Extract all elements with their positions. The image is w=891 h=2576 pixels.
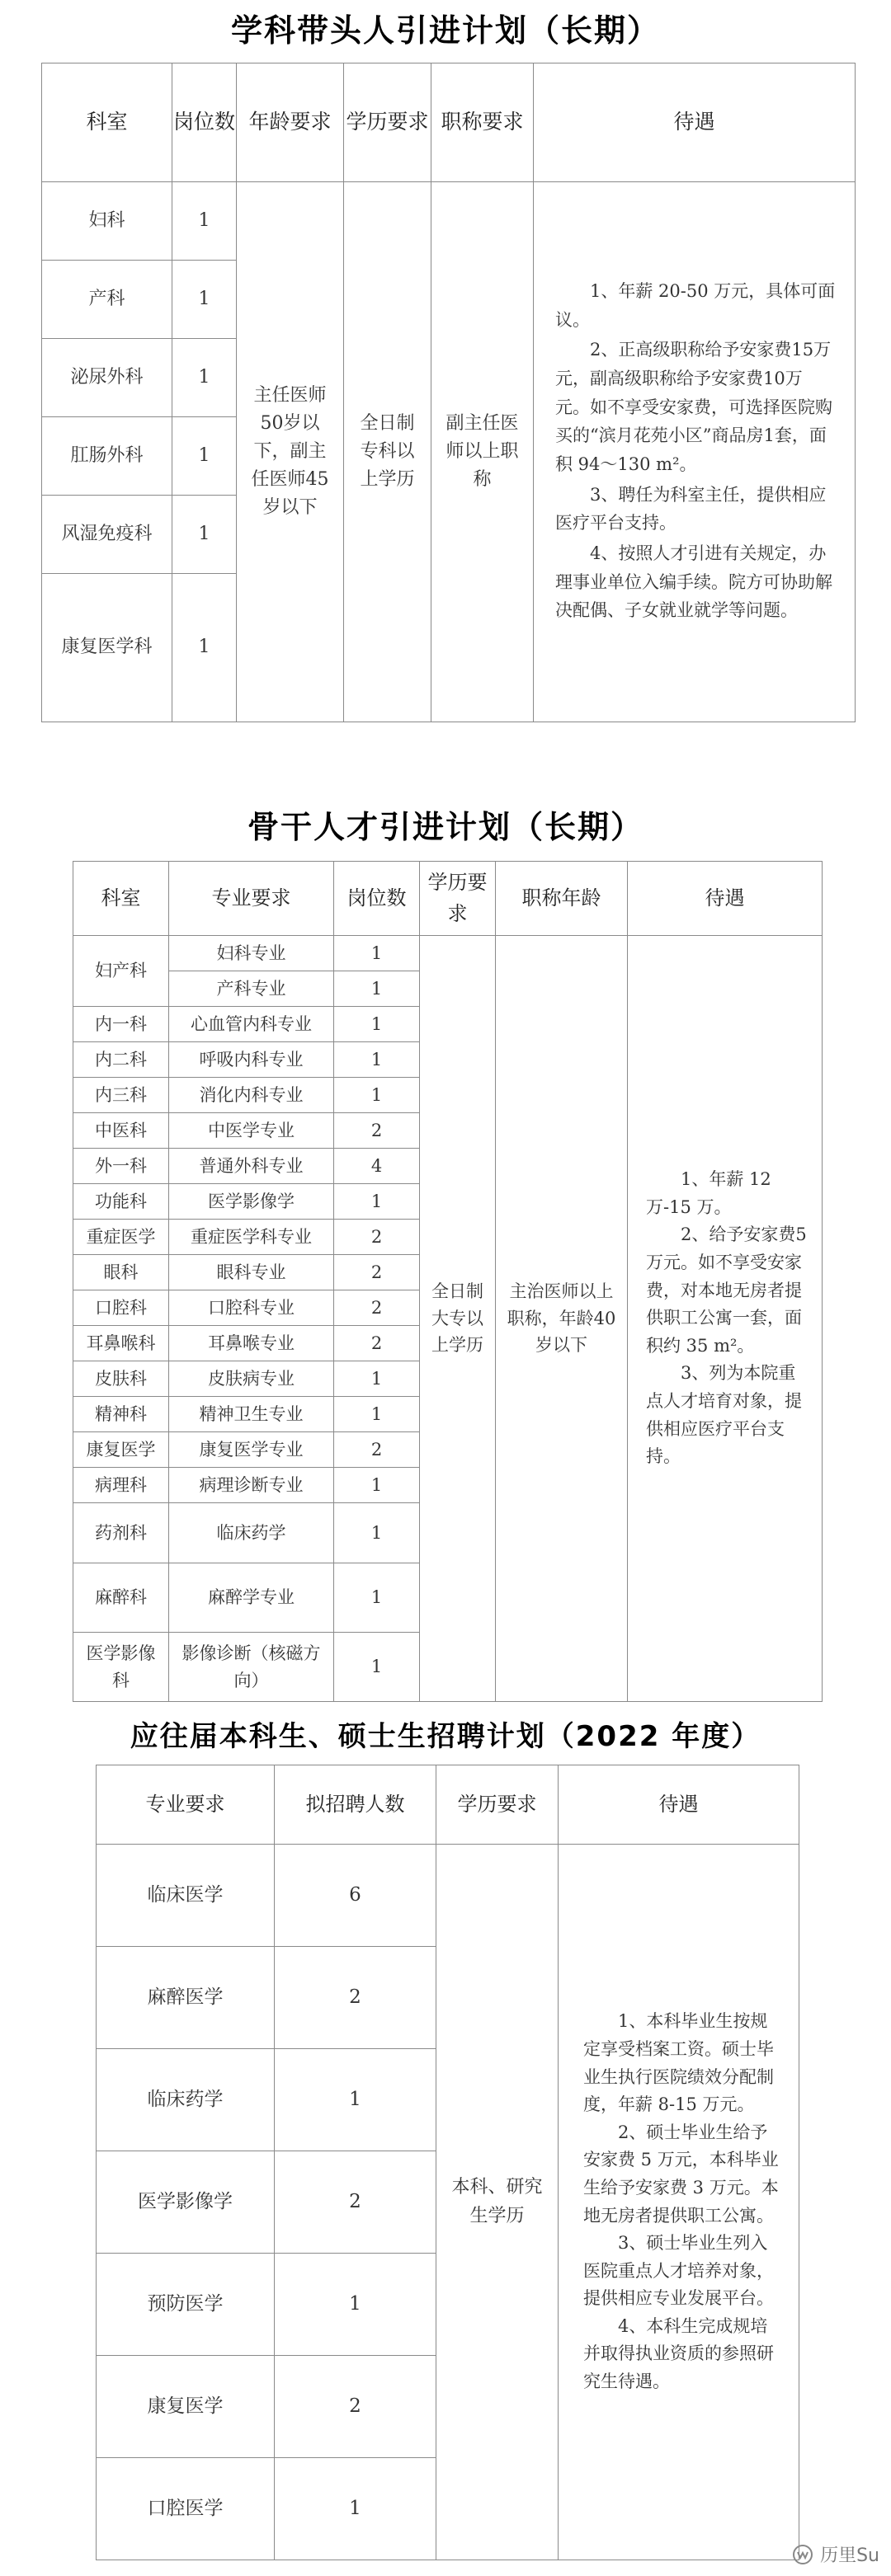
major-cell: 影像诊断（核磁方向） — [169, 1633, 334, 1702]
title-requirement: 副主任医师以上职称 — [431, 182, 534, 722]
header-edu: 学历要求 — [420, 862, 496, 936]
dept-cell: 泌尿外科 — [42, 339, 172, 417]
dept-cell: 眼科 — [73, 1255, 169, 1290]
table-row — [97, 1845, 799, 1947]
count-cell: 1 — [334, 1361, 420, 1397]
table-header-row — [97, 1765, 799, 1845]
dept-cell: 内三科 — [73, 1078, 169, 1113]
edu-requirement: 全日制专科以上学历 — [344, 182, 431, 722]
dept-cell: 重症医学 — [73, 1220, 169, 1255]
benefit-item: 3、聘任为科室主任，提供相应医疗平台支持。 — [555, 484, 827, 534]
major-cell: 麻醉学专业 — [169, 1563, 334, 1633]
major-cell: 产科专业 — [169, 971, 334, 1007]
count-cell: 4 — [334, 1149, 420, 1184]
dept-cell: 精神科 — [73, 1397, 169, 1432]
major-cell: 普通外科专业 — [169, 1149, 334, 1184]
edu-requirement: 全日制大专以上学历 — [420, 936, 496, 1702]
count-cell: 1 — [334, 1397, 420, 1432]
major-cell: 皮肤病专业 — [169, 1361, 334, 1397]
header-title-age: 职称年龄 — [496, 862, 628, 936]
major-cell: 临床医学 — [97, 1845, 275, 1947]
dept-cell: 药剂科 — [73, 1503, 169, 1563]
count-cell: 1 — [334, 1468, 420, 1503]
header-count: 岗位数 — [334, 862, 420, 936]
header-age: 年龄要求 — [237, 63, 344, 182]
dept-cell: 肛肠外科 — [42, 417, 172, 496]
major-cell: 消化内科专业 — [169, 1078, 334, 1113]
dept-cell: 病理科 — [73, 1468, 169, 1503]
age-requirement: 主任医师50岁以下，副主任医师45岁以下 — [237, 182, 344, 722]
benefit-item: 1、本科毕业生按规定享受档案工资。硕士毕业生执行医院绩效分配制度，年薪 8-15 万元。 — [583, 2011, 774, 2115]
count-cell: 1 — [334, 936, 420, 971]
major-cell: 预防医学 — [97, 2254, 275, 2356]
dept-cell: 妇产科 — [73, 936, 169, 1007]
dept-cell: 中医科 — [73, 1113, 169, 1149]
key-talent-table — [73, 861, 823, 1702]
count-cell: 1 — [172, 261, 237, 339]
count-cell: 6 — [275, 1845, 436, 1947]
benefit-item: 2、硕士毕业生给予安家费 5 万元，本科毕业生给予安家费 3 万元。本地无房者提供职工公寓。 — [583, 2122, 779, 2226]
benefits-cell — [559, 1845, 799, 2560]
watermark-text: 历里Su — [820, 2545, 879, 2566]
benefit-item: 3、列为本院重点人才培育对象，提供相应医疗平台支持。 — [646, 1363, 802, 1467]
major-cell: 眼科专业 — [169, 1255, 334, 1290]
count-cell: 1 — [334, 1007, 420, 1042]
major-cell: 医学影像学 — [97, 2151, 275, 2254]
header-benefits: 待遇 — [559, 1765, 799, 1845]
table-header-row — [42, 63, 856, 182]
header-edu: 学历要求 — [436, 1765, 559, 1845]
dept-cell: 耳鼻喉科 — [73, 1326, 169, 1361]
dept-cell: 风湿免疫科 — [42, 496, 172, 574]
major-cell: 康复医学 — [97, 2356, 275, 2458]
dept-cell: 皮肤科 — [73, 1361, 169, 1397]
dept-cell: 康复医学科 — [42, 574, 172, 722]
major-cell: 重症医学科专业 — [169, 1220, 334, 1255]
dept-cell: 内二科 — [73, 1042, 169, 1078]
benefits-cell — [628, 936, 823, 1702]
benefit-item: 4、按照人才引进有关规定，办理事业单位入编手续。院方可协助解决配偶、子女就业就学等问题。 — [555, 543, 832, 621]
header-major: 专业要求 — [169, 862, 334, 936]
count-cell: 2 — [334, 1290, 420, 1326]
table-row — [73, 936, 823, 971]
count-cell: 1 — [334, 1563, 420, 1633]
major-cell: 临床药学 — [169, 1503, 334, 1563]
count-cell: 2 — [275, 2356, 436, 2458]
count-cell: 1 — [172, 417, 237, 496]
dept-cell: 康复医学 — [73, 1432, 169, 1468]
table1-title: 学科带头人引进计划（长期） — [230, 12, 660, 49]
benefit-item: 4、本科生完成规培并取得执业资质的参照研究生待遇。 — [583, 2315, 774, 2392]
watermark — [792, 2541, 879, 2567]
dept-cell: 麻醉科 — [73, 1563, 169, 1633]
benefits-cell — [534, 182, 856, 722]
header-dept: 科室 — [73, 862, 169, 936]
major-cell: 口腔医学 — [97, 2458, 275, 2560]
dept-cell: 外一科 — [73, 1149, 169, 1184]
major-cell: 妇科专业 — [169, 936, 334, 971]
header-dept: 科室 — [42, 63, 172, 182]
major-cell: 心血管内科专业 — [169, 1007, 334, 1042]
count-cell: 2 — [334, 1220, 420, 1255]
count-cell: 1 — [172, 182, 237, 261]
count-cell: 1 — [334, 1633, 420, 1702]
header-major: 专业要求 — [97, 1765, 275, 1845]
benefit-item: 2、给予安家费5万元。如不享受安家费，对本地无房者提供职工公寓一套，面积约 35 m²。 — [646, 1225, 807, 1356]
wechat-channel-icon — [792, 2544, 813, 2565]
count-cell: 2 — [334, 1113, 420, 1149]
major-cell: 病理诊断专业 — [169, 1468, 334, 1503]
major-cell: 康复医学专业 — [169, 1432, 334, 1468]
benefit-item: 1、年薪 12 万-15 万。 — [646, 1169, 771, 1217]
header-edu: 学历要求 — [344, 63, 431, 182]
major-cell: 呼吸内科专业 — [169, 1042, 334, 1078]
count-cell: 1 — [334, 1184, 420, 1220]
major-cell: 麻醉医学 — [97, 1947, 275, 2049]
table-row — [42, 182, 856, 261]
header-count: 岗位数 — [172, 63, 237, 182]
table2-title: 骨干人才引进计划（长期） — [247, 809, 644, 845]
leader-recruitment-table — [41, 63, 856, 722]
dept-cell: 功能科 — [73, 1184, 169, 1220]
dept-cell: 产科 — [42, 261, 172, 339]
count-cell: 1 — [275, 2254, 436, 2356]
major-cell: 临床药学 — [97, 2049, 275, 2151]
count-cell: 1 — [334, 1042, 420, 1078]
title-age-requirement: 主治医师以上职称，年龄40岁以下 — [496, 936, 628, 1702]
count-cell: 2 — [334, 1255, 420, 1290]
header-benefits: 待遇 — [628, 862, 823, 936]
benefit-item: 3、硕士毕业生列入医院重点人才培养对象，提供相应专业发展平台。 — [583, 2233, 774, 2309]
dept-cell: 妇科 — [42, 182, 172, 261]
header-title: 职称要求 — [431, 63, 534, 182]
count-cell: 1 — [334, 971, 420, 1007]
dept-cell: 内一科 — [73, 1007, 169, 1042]
benefit-item: 2、正高级职称给予安家费15万元，副高级职称给予安家费10万元。如不享受安家费，可选择医院购买的“滨月花苑小区”商品房1套，面积 94～130 m²。 — [555, 340, 832, 474]
major-cell: 精神卫生专业 — [169, 1397, 334, 1432]
graduate-recruitment-table — [96, 1765, 799, 2560]
count-cell: 2 — [334, 1432, 420, 1468]
count-cell: 1 — [334, 1503, 420, 1563]
count-cell: 1 — [334, 1078, 420, 1113]
count-cell: 1 — [172, 574, 237, 722]
table3-title: 应往届本科生、硕士生招聘计划（2022 年度） — [130, 1720, 761, 1753]
count-cell: 1 — [275, 2049, 436, 2151]
header-benefits: 待遇 — [534, 63, 856, 182]
count-cell: 1 — [275, 2458, 436, 2560]
count-cell: 2 — [275, 2151, 436, 2254]
major-cell: 口腔科专业 — [169, 1290, 334, 1326]
table-header-row — [73, 862, 823, 936]
major-cell: 中医学专业 — [169, 1113, 334, 1149]
benefit-item: 1、年薪 20-50 万元，具体可面议。 — [555, 281, 836, 330]
count-cell: 1 — [172, 339, 237, 417]
count-cell: 2 — [334, 1326, 420, 1361]
header-count: 拟招聘人数 — [275, 1765, 436, 1845]
count-cell: 2 — [275, 1947, 436, 2049]
major-cell: 耳鼻喉专业 — [169, 1326, 334, 1361]
dept-cell: 医学影像科 — [73, 1633, 169, 1702]
major-cell: 医学影像学 — [169, 1184, 334, 1220]
edu-requirement: 本科、研究生学历 — [436, 1845, 559, 2560]
dept-cell: 口腔科 — [73, 1290, 169, 1326]
count-cell: 1 — [172, 496, 237, 574]
